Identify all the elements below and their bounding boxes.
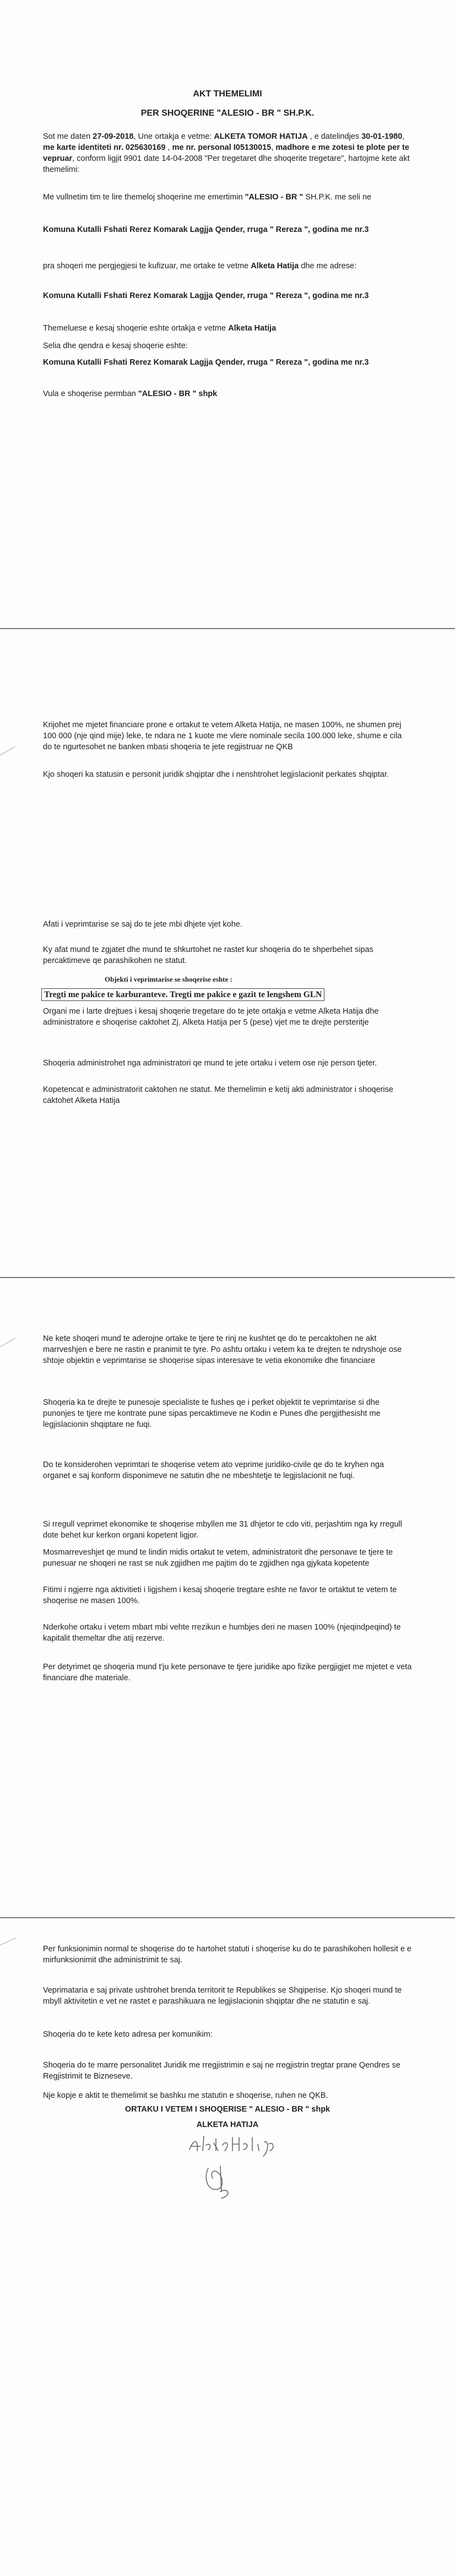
- address-1: Komuna Kutalli Fshati Rerez Komarak Lagjja Qender, rruga " Rereza ", godina me nr.3: [43, 225, 369, 234]
- intro-paragraph: Sot me daten 27-09-2018, Une ortakja e vetme: ALKETA TOMOR HATIJA , e datelindjes 30-01-1980, me karte identiteti nr. 025630169 , me nr. personal I05130015, madhore e me zotesi te plote per te vepruar, conform ligjit 9901 date 14-04-2008 "Per tregetaret dhe shoqerite tregetare", hartojme kete akt themelimi:: [43, 132, 410, 174]
- paragraph: Ne kete shoqeri mund te aderojne ortake te tjere te rinj ne kushtet qe do te percaktohen ne akt marrveshjen e bere ne rastin e pranimit te tyre. Po ashtu ortaku i vetem ka te drejten te ndryshoje ose shtoje objektin e veprimtarise se shoqerise sipas interesave te vetia ekonomike dhe financiare: [43, 1334, 402, 1365]
- capital-paragraph: Krijohet me mjetet financiare prone e ortakut te vetem Alketa Hatija, ne masen 100%, ne shumen prej 100 000 (nje qind mije) leke, te ndara ne 1 kuote me vlere nominale secila 100.000 leke, shume e cila do te ngurtesohet ne banken mbasi shoqeria te jete regjistruar ne QKB: [43, 721, 402, 751]
- admin-paragraph-2: Kopetencat e administratorit caktohen ne statut. Me themelimin e ketij akti administrator i shoqerise caktohet Alketa Hatija: [43, 1085, 393, 1105]
- paragraph: Nderkohe ortaku i vetem mbart mbi vehte rrezikun e humbjes deri ne masen 100% (njeqindpeqind) te kapitalit themeltar dhe atij rezerve.: [43, 1623, 401, 1643]
- signature-graphic: [186, 2134, 296, 2206]
- fold-crease: [0, 746, 15, 756]
- paragraph: Veprimataria e saj private ushtrohet brenda territorit te Republikes se Shqiperise. Kjo shoqeri mund te mbyll aktivitetin e vet ne rastet e parashikuara ne legjislacionin shqiptar dhe ne statutin e saj.: [43, 1986, 402, 2006]
- paragraph: Shoqeria ka te drejte te punesoje specialiste te fushes qe i perket objektit te veprimtarise si dhe punonjes te tjere me kontrate pune sipas percaktimeve ne Kodin e Punes dhe pergjithesisht me legjislacionin shqiptare ne fuqi.: [43, 1398, 381, 1429]
- page-1: [0, 0, 455, 628]
- term-paragraph: Afati i veprimtarise se saj do te jete mbi dhjete vjet kohe.: [43, 920, 242, 929]
- paragraph: Per funksionimin normal te shoqerise do te hartohet statuti i shoqerise ku do te parashikohen hollesit e e mirfunksionimit dhe administrimit te saj.: [43, 1945, 411, 1965]
- admin-paragraph-1: Shoqeria administrohet nga administratori qe mund te jete ortaku i vetem ose nje person tjeter.: [43, 1059, 377, 1068]
- paragraph: Si rregull veprimet ekonomike te shoqerise mbyllen me 31 dhjetor te cdo viti, perjashtim nga ky rregull dote behet kur kerkon organi kopetent ligjor.: [43, 1520, 402, 1540]
- closing-title: ORTAKU I VETEM I SHOQERISE " ALESIO - BR " shpk: [124, 2105, 331, 2114]
- business-object: Tregti me pakice te karburanteve. Tregti me pakice e gazit te lengshem GLN: [41, 989, 416, 1000]
- paragraph: Shoqeria do te marre personalitet Juridik me rregjistrimin e saj ne rregjistrin tregtar prane Qendres se Regjistrimit te Bizneseve.: [43, 2061, 400, 2081]
- address-3: Komuna Kutalli Fshati Rerez Komarak Lagjja Qender, rruga " Rereza ", godina me nr.3: [43, 358, 369, 367]
- seat-label: Selia dhe qendra e kesaj shoqerie eshte:: [43, 342, 188, 350]
- paragraph: Do te konsiderohen veprimtari te shoqerise vetem ato veprime juridiko-civile qe do te kryhen nga organet e saj konform disponimeve ne satutin dhe ne mbeshtetje te legjislacionit ne fuqi.: [43, 1460, 384, 1480]
- page-2: [0, 629, 455, 1277]
- handwritten-signature: [186, 2134, 296, 2209]
- address-2: Komuna Kutalli Fshati Rerez Komarak Lagjja Qender, rruga " Rereza ", godina me nr.3: [43, 291, 369, 300]
- paragraph: Fitimi i ngjerre nga aktivitieti i ligjshem i kesaj shoqerie tregtare eshte ne favor te ortaktut te vetem te shoqerise ne masen 100%.: [43, 1585, 397, 1605]
- will-paragraph: Me vullnetim tim te lire themeloj shoqerine me emertimin "ALESIO - BR " SH.P.K. me seli ne: [43, 193, 372, 202]
- fold-crease: [0, 1938, 16, 1946]
- object-label: Objekti i veprimtarise se shoqerise eshte :: [105, 975, 232, 983]
- paragraph: Per detyrimet qe shoqeria mund t'ju kete personave te tjere juridike apo fizike pergjigjet me mjetet e veta financiare dhe materiale.: [43, 1663, 412, 1682]
- document-subtitle: PER SHOQERINE "ALESIO - BR " SH.P.K.: [140, 109, 315, 118]
- extend-paragraph: Ky afat mund te zgjatet dhe mund te shkurtohet ne rastet kur shoqeria do te shperbehet sipas percaktimeve qe parashikohen ne statut.: [43, 945, 373, 965]
- organs-paragraph: Organi me i larte drejtues i kesaj shoqerie tregetare do te jete ortakja e vetme Alketa Hatija dhe administratore e shoqerise caktohet Zj. Alketa Hatija per 5 (pese) vjet me te drejte persteritje: [43, 1007, 379, 1027]
- seal-paragraph: Vula e shoqerise permban "ALESIO - BR " shpk: [43, 389, 218, 398]
- page-4: [0, 1918, 455, 2576]
- page-3: [0, 1278, 455, 1917]
- paragraph: Shoqeria do te kete keto adresa per komunikim:: [43, 2030, 213, 2039]
- founder-paragraph: Themeluese e kesaj shoqerie eshte ortakja e vetme Alketa Hatija: [43, 324, 277, 333]
- liability-paragraph: pra shoqeri me pergjegjesi te kufizuar, me ortake te vetme Alketa Hatija dhe me adrese:: [43, 262, 357, 270]
- status-paragraph: Kjo shoqeri ka statusin e personit juridik shqiptar dhe i nenshtrohet legjislacionit perkates shqiptar.: [43, 770, 389, 779]
- paragraph: Mosmarreveshjet qe mund te lindin midis ortakut te vetem, administratorit dhe personave te tjere te punesuar ne shoqeri ne rast se nuk zgjidhen me pajtim do te zgjidhen nga gjykata kopetente: [43, 1548, 393, 1568]
- fold-crease: [0, 1338, 15, 1347]
- document-title: AKT THEMELIMI: [193, 89, 262, 99]
- signer-name: ALKETA HATIJA: [196, 2120, 259, 2129]
- paragraph: Nje kopje e aktit te themelimit se bashku me statutin e shoqerise, ruhen ne QKB.: [43, 2091, 328, 2100]
